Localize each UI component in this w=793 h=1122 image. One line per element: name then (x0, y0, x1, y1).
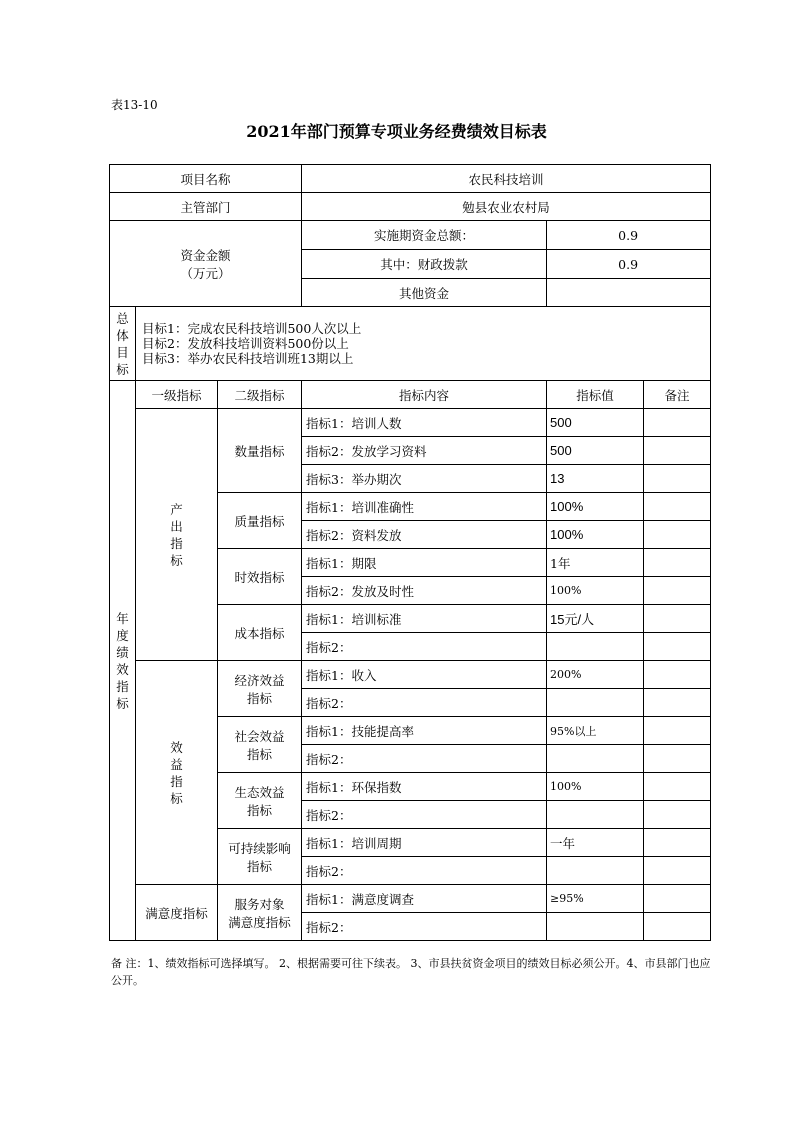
indicator-value (547, 689, 644, 717)
indicator-content: 指标3：举办期次 (302, 465, 547, 493)
label-char: 年 (116, 610, 129, 626)
header-level1: 一级指标 (136, 381, 218, 409)
header-value: 指标值 (547, 381, 644, 409)
header-content: 指标内容 (302, 381, 547, 409)
footer-note: 备 注：1、绩效指标可选择填写。 2、根据需要可往下续表。 3、市县扶贫资金项目的绩效目标必须公开。4、市县部门也应公开。 (111, 957, 711, 987)
other-funds-value (547, 279, 711, 307)
indicator-remark (644, 745, 711, 773)
label-char: 标 (116, 695, 129, 711)
other-funds-label: 其他资金 (302, 279, 547, 307)
label-char: 指 (116, 678, 129, 694)
indicator-content: 指标2：发放学习资料 (302, 437, 547, 465)
indicator-value: ≥95% (547, 885, 644, 913)
indicator-content: 指标2： (302, 913, 547, 941)
indicator-remark (644, 493, 711, 521)
label-line: 经济效益 (234, 672, 285, 688)
indicator-remark (644, 773, 711, 801)
indicator-remark (644, 801, 711, 829)
label-line: 指标 (247, 858, 273, 874)
indicator-remark (644, 689, 711, 717)
header-remark: 备注 (644, 381, 711, 409)
benefit-indicator-label (136, 661, 218, 885)
label-char: 标 (170, 790, 183, 806)
label-line: 生态效益 (234, 784, 285, 800)
indicator-value (547, 801, 644, 829)
overall-goal-label (110, 307, 136, 381)
indicator-content: 指标2： (302, 745, 547, 773)
label-char: 体 (116, 327, 129, 343)
indicator-remark (644, 857, 711, 885)
indicator-value: 100% (547, 521, 644, 549)
indicator-value (547, 913, 644, 941)
label-char: 出 (170, 518, 183, 534)
indicator-content: 指标2： (302, 633, 547, 661)
indicator-content: 指标1：培训标准 (302, 605, 547, 633)
label-char: 标 (116, 361, 129, 377)
overall-goal-content (136, 307, 711, 381)
project-name-value: 农民科技培训 (302, 165, 711, 193)
indicator-remark (644, 577, 711, 605)
label-char: 标 (170, 552, 183, 568)
department-label: 主管部门 (110, 193, 302, 221)
label-char: 度 (116, 627, 129, 643)
indicator-value: 100% (547, 577, 644, 605)
indicator-remark (644, 885, 711, 913)
cost-indicator-label: 成本指标 (218, 605, 302, 661)
total-funds-value: 0.9 (547, 221, 711, 250)
goal-line: 目标3：举办农民科技培训班13期以上 (142, 351, 354, 366)
indicator-content: 指标1：培训准确性 (302, 493, 547, 521)
goal-line: 目标1：完成农民科技培训500人次以上 (142, 321, 362, 336)
indicator-content: 指标1：环保指数 (302, 773, 547, 801)
indicator-value: 200% (547, 661, 644, 689)
indicator-value (547, 633, 644, 661)
indicator-value: 13 (547, 465, 644, 493)
label-char: 指 (170, 535, 183, 551)
indicator-value: 一年 (547, 829, 644, 857)
indicator-content: 指标1：培训人数 (302, 409, 547, 437)
indicator-content: 指标1：满意度调查 (302, 885, 547, 913)
label-line: 服务对象 (234, 896, 285, 912)
label-line: 指标 (247, 690, 273, 706)
total-funds-label: 实施期资金总额： (302, 221, 547, 250)
indicator-remark (644, 717, 711, 745)
sustainable-impact-label (218, 829, 302, 885)
indicator-remark (644, 465, 711, 493)
indicator-content: 指标1：期限 (302, 549, 547, 577)
indicator-content: 指标2： (302, 857, 547, 885)
label-line: 指标 (247, 802, 273, 818)
indicator-remark (644, 661, 711, 689)
indicator-remark (644, 521, 711, 549)
project-name-label: 项目名称 (110, 165, 302, 193)
label-char: 效 (116, 661, 129, 677)
funds-unit-line: （万元） (180, 265, 231, 281)
indicator-value: 95%以上 (547, 717, 644, 745)
indicator-content: 指标1：技能提高率 (302, 717, 547, 745)
indicator-content: 指标1：收入 (302, 661, 547, 689)
label-char: 益 (170, 756, 183, 772)
finance-funds-label: 其中：财政拨款 (302, 250, 547, 279)
quality-indicator-label: 质量指标 (218, 493, 302, 549)
label-char: 产 (170, 501, 183, 517)
social-benefit-label (218, 717, 302, 773)
header-level2: 二级指标 (218, 381, 302, 409)
indicator-content: 指标2： (302, 801, 547, 829)
page-title: 2021年部门预算专项业务经费绩效目标表 (246, 122, 547, 141)
label-line: 可持续影响 (228, 840, 291, 856)
annual-indicator-label (110, 381, 136, 941)
indicator-content: 指标2： (302, 689, 547, 717)
indicator-content: 指标2：资料发放 (302, 521, 547, 549)
indicator-content: 指标2：发放及时性 (302, 577, 547, 605)
timeliness-indicator-label: 时效指标 (218, 549, 302, 605)
table-code: 表13-10 (111, 98, 158, 112)
indicator-remark (644, 633, 711, 661)
label-char: 总 (116, 310, 129, 326)
indicator-content: 指标1：培训周期 (302, 829, 547, 857)
indicator-remark (644, 829, 711, 857)
label-line: 社会效益 (234, 728, 285, 744)
indicator-value: 1年 (547, 549, 644, 577)
indicator-remark (644, 549, 711, 577)
indicator-remark (644, 437, 711, 465)
indicator-value: 500 (547, 437, 644, 465)
label-char: 目 (116, 344, 129, 360)
output-indicator-label (136, 409, 218, 661)
funds-label-line: 资金金额 (180, 247, 231, 263)
label-char: 绩 (116, 644, 129, 660)
finance-funds-value: 0.9 (547, 250, 711, 279)
label-line: 指标 (247, 746, 273, 762)
ecological-benefit-label (218, 773, 302, 829)
indicator-remark (644, 409, 711, 437)
indicator-value: 100% (547, 773, 644, 801)
indicator-remark (644, 605, 711, 633)
department-value: 勉县农业农村局 (302, 193, 711, 221)
label-char: 指 (170, 773, 183, 789)
indicator-value: 15元/人 (547, 605, 644, 633)
label-line: 满意度指标 (228, 914, 291, 930)
indicator-value (547, 745, 644, 773)
indicator-value (547, 857, 644, 885)
indicator-value: 500 (547, 409, 644, 437)
performance-target-table (109, 164, 711, 941)
indicator-remark (644, 913, 711, 941)
service-satisfaction-label (218, 885, 302, 941)
label-char: 效 (170, 739, 183, 755)
indicator-value: 100% (547, 493, 644, 521)
satisfaction-indicator-label: 满意度指标 (136, 885, 218, 941)
goal-line: 目标2：发放科技培训资料500份以上 (142, 336, 349, 351)
economic-benefit-label (218, 661, 302, 717)
funds-label (110, 221, 302, 307)
quantity-indicator-label: 数量指标 (218, 409, 302, 493)
